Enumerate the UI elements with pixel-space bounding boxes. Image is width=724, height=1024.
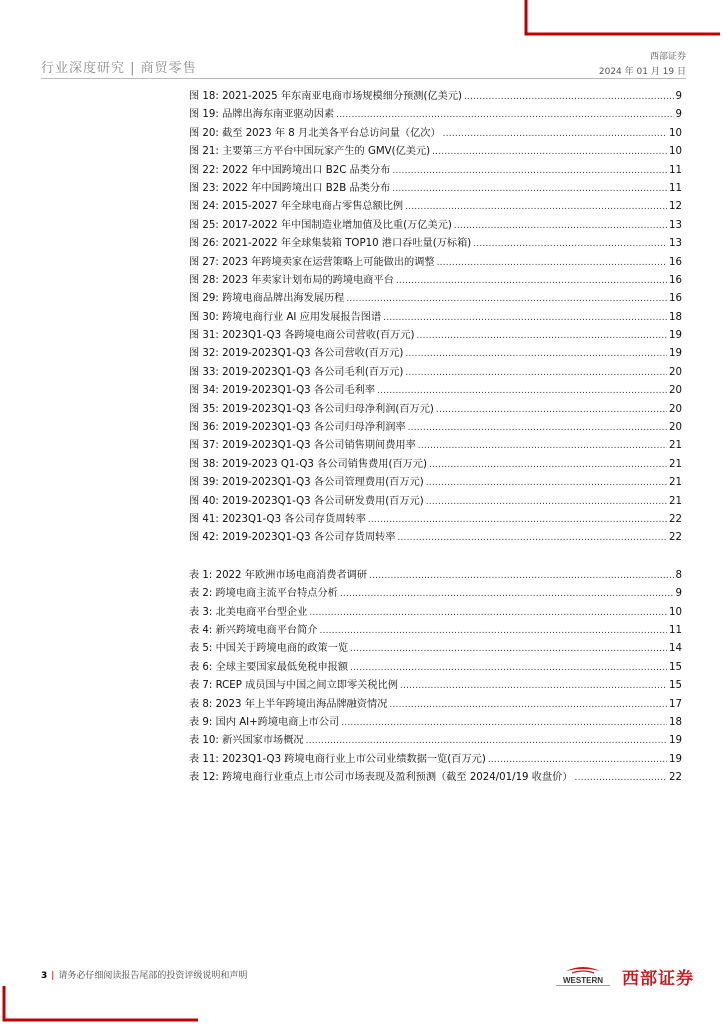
leader-dots bbox=[350, 663, 667, 673]
toc-table-entry-title bbox=[189, 750, 486, 765]
toc-table-entry-page: 17 bbox=[669, 698, 682, 710]
toc-figure-entry[interactable] bbox=[189, 455, 682, 473]
leader-dots bbox=[473, 239, 667, 249]
toc-figure-entry[interactable] bbox=[189, 473, 682, 491]
leader-dots bbox=[488, 755, 667, 765]
toc-table-entry-caption: 跨境电商行业重点上市公司市场表现及盈利预测（截至 2024/01/19 收盘价） bbox=[222, 772, 573, 784]
toc-figure-entry[interactable] bbox=[189, 492, 682, 510]
toc-figure-entry-page: 12 bbox=[669, 201, 682, 213]
toc-table-entry-caption: 全球主要国家最低免税申报额 bbox=[215, 661, 349, 673]
toc-figure-entry-caption: 截至 2023 年 8 月北美各平台总访问量（亿次） bbox=[222, 127, 441, 139]
toc-figure-entry-caption: 2019-2023Q1-Q3 各公司归母净利润(百万元) bbox=[222, 403, 434, 415]
toc-table-entry-page: 19 bbox=[669, 735, 682, 747]
toc-figure-entry-page: 18 bbox=[669, 311, 682, 323]
leader-dots bbox=[417, 331, 668, 341]
toc-figure-entry[interactable] bbox=[189, 326, 682, 344]
toc-figure-entry-title bbox=[189, 436, 416, 451]
toc-figure-entry-page: 9 bbox=[675, 91, 682, 102]
toc-figure-entry[interactable] bbox=[189, 179, 682, 197]
toc-figure-entry[interactable] bbox=[189, 216, 682, 234]
toc-figure-entry-label: 图 29: bbox=[189, 293, 219, 305]
toc-figure-entry[interactable] bbox=[189, 289, 682, 307]
logo-mark-text: WESTERN bbox=[563, 975, 603, 985]
toc-figure-entry-page: 22 bbox=[669, 513, 682, 525]
toc-figure-entry-label: 图 34: bbox=[189, 385, 219, 397]
leader-dots bbox=[405, 202, 667, 212]
toc-figure-entry-caption: 2023Q1-Q3 各公司存货周转率 bbox=[222, 513, 366, 525]
toc-table-entry[interactable] bbox=[189, 658, 682, 676]
toc-table-entry[interactable] bbox=[189, 566, 682, 584]
toc-figure-entry-title bbox=[189, 400, 434, 415]
toc-figure-entry-title bbox=[189, 363, 403, 378]
toc-figure-entry-label: 图 42: bbox=[189, 532, 219, 544]
table-list bbox=[189, 566, 682, 787]
toc-table-entry-caption: 2022 年欧洲市场电商消费者调研 bbox=[215, 569, 368, 581]
toc-figure-entry-title bbox=[189, 492, 424, 507]
toc-figure-entry-label: 图 37: bbox=[189, 440, 219, 452]
toc-table-entry-label: 表 4: bbox=[189, 624, 213, 636]
toc-table-entry-title bbox=[189, 603, 307, 618]
toc-figure-entry-caption: 2022 年中国跨境出口 B2B 品类分布 bbox=[222, 182, 391, 194]
toc-table-entry-page: 22 bbox=[669, 772, 682, 784]
toc-figure-entry-page: 21 bbox=[669, 477, 682, 489]
toc-figure-entry-caption: 2019-2023Q1-Q3 各公司营收(百万元) bbox=[222, 348, 404, 360]
toc-figure-entry-label: 图 36: bbox=[189, 422, 219, 434]
leader-dots bbox=[405, 368, 667, 378]
toc-figure-entry-page: 16 bbox=[669, 293, 682, 305]
toc-table-entry-title bbox=[189, 621, 317, 636]
toc-table-entry-page: 8 bbox=[675, 569, 682, 581]
page-number: 3 bbox=[41, 971, 48, 981]
broker-name: 西部证券 bbox=[649, 52, 686, 62]
header-right-block bbox=[599, 50, 686, 80]
toc-figure-entry-title bbox=[189, 326, 415, 341]
leader-dots bbox=[368, 515, 667, 525]
toc-figure-entry-caption: 跨境电商品牌出海发展历程 bbox=[222, 293, 345, 305]
leader-dots bbox=[454, 221, 667, 231]
toc-table-entry-caption: RCEP 成员国与中国之间立即零关税比例 bbox=[215, 680, 398, 692]
leader-dots bbox=[350, 644, 667, 654]
toc-figure-entry-page: 16 bbox=[669, 274, 682, 286]
leader-dots bbox=[389, 700, 667, 710]
toc-figure-entry-page: 10 bbox=[669, 146, 682, 158]
toc-figure-entry[interactable] bbox=[189, 510, 682, 528]
toc-figure-entry-title bbox=[189, 308, 381, 323]
toc-figure-entry[interactable] bbox=[189, 105, 682, 123]
toc-table-entry-page: 14 bbox=[669, 643, 682, 655]
toc-figure-entry-label: 图 32: bbox=[189, 348, 219, 360]
toc-figure-entry-title bbox=[189, 289, 344, 304]
toc-table-entry-title bbox=[189, 731, 304, 746]
leader-dots bbox=[426, 497, 667, 507]
toc-figure-entry-label: 图 24: bbox=[189, 201, 219, 213]
toc-figure-entry-title bbox=[189, 105, 334, 120]
toc-figure-entry[interactable] bbox=[189, 400, 682, 418]
toc-figure-entry-caption: 2022 年中国跨境出口 B2C 品类分布 bbox=[222, 164, 391, 176]
leader-dots bbox=[340, 589, 674, 599]
toc-figure-entry-title bbox=[189, 179, 390, 194]
toc-table-entry-caption: 新兴国家市场概况 bbox=[222, 735, 304, 747]
toc-figure-entry[interactable] bbox=[189, 344, 682, 362]
toc-figure-entry-page: 21 bbox=[669, 458, 682, 470]
toc-figure-entry-label: 图 40: bbox=[189, 495, 219, 507]
toc-table-entry-label: 表 7: bbox=[189, 680, 213, 692]
toc-table-entry-label: 表 10: bbox=[189, 735, 219, 747]
toc-figure-entry-caption: 2019-2023Q1-Q3 各公司存货周转率 bbox=[222, 532, 396, 544]
leader-dots bbox=[396, 276, 667, 286]
figure-list bbox=[189, 87, 682, 547]
toc-figure-entry-page: 11 bbox=[669, 182, 682, 194]
toc-figure-entry-label: 图 21: bbox=[189, 146, 219, 158]
toc-figure-entry-page: 20 bbox=[669, 366, 682, 378]
toc-figure-entry-page: 20 bbox=[669, 385, 682, 397]
leader-dots bbox=[383, 313, 667, 323]
toc-figure-entry-caption: 2021-2025 年东南亚电商市场规模细分预测(亿美元) bbox=[222, 91, 462, 102]
toc-figure-entry-label: 图 26: bbox=[189, 238, 219, 250]
toc-table-entry-title bbox=[189, 566, 367, 581]
toc-figure-entry-caption: 2021-2022 年全球集装箱 TOP10 港口吞吐量(万标箱) bbox=[222, 238, 472, 250]
corner-decoration-bottom-left bbox=[0, 986, 200, 1024]
toc-table-entry-title bbox=[189, 713, 339, 728]
toc-table-entry-page: 19 bbox=[669, 753, 682, 765]
toc-figure-entry-page: 21 bbox=[669, 440, 682, 452]
toc-figure-entry[interactable] bbox=[189, 381, 682, 399]
footer-disclaimer: 请务必仔细阅读报告尾部的投资评级说明和声明 bbox=[58, 971, 248, 981]
toc-table-entry-page: 15 bbox=[669, 680, 682, 692]
toc-figure-entry-title bbox=[189, 271, 394, 286]
toc-table-entry[interactable] bbox=[189, 750, 682, 768]
toc-figure-entry-title bbox=[189, 455, 427, 470]
toc-table-entry-label: 表 2: bbox=[189, 588, 213, 600]
toc-table-entry-caption: 北美电商平台型企业 bbox=[215, 606, 308, 618]
toc-figure-entry[interactable] bbox=[189, 436, 682, 454]
toc-table-entry-label: 表 12: bbox=[189, 772, 219, 784]
toc-table-entry-caption: 2023Q1-Q3 跨境电商行业上市公司业绩数据一览(百万元) bbox=[222, 753, 486, 765]
leader-dots bbox=[306, 736, 667, 746]
toc-figure-entry-caption: 跨境电商行业 AI 应用发展报告图谱 bbox=[222, 311, 382, 323]
logo-name: 西部证券 bbox=[622, 969, 694, 989]
toc-figure-entry-label: 图 23: bbox=[189, 182, 219, 194]
toc-figure-entry-label: 图 19: bbox=[189, 109, 219, 121]
leader-dots bbox=[336, 110, 673, 120]
header-divider bbox=[41, 78, 686, 79]
toc-figure-entry[interactable] bbox=[189, 87, 682, 105]
toc-table-entry-caption: 跨境电商主流平台特点分析 bbox=[215, 588, 338, 600]
leader-dots bbox=[426, 478, 667, 488]
toc-figure-entry-label: 图 38: bbox=[189, 458, 219, 470]
company-logo bbox=[548, 964, 694, 989]
toc-table-entry[interactable] bbox=[189, 676, 682, 694]
toc-figure-entry-label: 图 39: bbox=[189, 477, 219, 489]
leader-dots bbox=[392, 184, 667, 194]
toc-table-entry-page: 15 bbox=[669, 661, 682, 673]
toc-figure-entry-caption: 2019-2023Q1-Q3 各公司毛利(百万元) bbox=[222, 366, 404, 378]
toc-figure-entry[interactable] bbox=[189, 308, 682, 326]
toc-figure-entry-page: 13 bbox=[669, 238, 682, 250]
toc-table-entry[interactable] bbox=[189, 584, 682, 602]
footer bbox=[41, 968, 247, 981]
toc-table-entry-title bbox=[189, 658, 348, 673]
toc-table-entry-label: 表 9: bbox=[189, 716, 213, 728]
toc-figure-entry-label: 图 22: bbox=[189, 164, 219, 176]
toc-figure-entry-title bbox=[189, 234, 471, 249]
toc-table-entry[interactable] bbox=[189, 695, 682, 713]
toc-table-entry[interactable] bbox=[189, 731, 682, 749]
leader-dots bbox=[432, 147, 667, 157]
toc-table-entry[interactable] bbox=[189, 768, 682, 786]
toc-figure-entry-page: 9 bbox=[675, 109, 682, 121]
toc-figure-entry-page: 11 bbox=[669, 164, 682, 176]
leader-dots bbox=[377, 386, 667, 396]
toc-table-entry-caption: 国内 AI+跨境电商上市公司 bbox=[215, 716, 340, 728]
toc-figure-entry-title bbox=[189, 161, 390, 176]
leader-dots bbox=[464, 92, 674, 102]
toc-figure-entry-title bbox=[189, 216, 452, 231]
toc-figure-entry-title bbox=[189, 473, 424, 488]
toc-figure-entry-title bbox=[189, 418, 406, 433]
toc-figure-entry-caption: 2023 年卖家计划布局的跨境电商平台 bbox=[222, 274, 394, 286]
toc-figure-entry-page: 10 bbox=[669, 127, 682, 139]
leader-dots bbox=[400, 681, 667, 691]
toc-figure-entry-caption: 2019-2023Q1-Q3 各公司管理费用(百万元) bbox=[222, 477, 424, 489]
toc-table-entry-title bbox=[189, 695, 387, 710]
toc-table-entry-title bbox=[189, 676, 398, 691]
leader-dots bbox=[309, 608, 667, 618]
toc-figure-entry-caption: 2019-2023Q1-Q3 各公司销售期间费用率 bbox=[222, 440, 416, 452]
toc-figure-entry-caption: 主要第三方平台中国玩家产生的 GMV(亿美元) bbox=[222, 146, 431, 158]
toc-figure-entry-caption: 2019-2023 Q1-Q3 各公司销售费用(百万元) bbox=[222, 458, 427, 470]
toc-figure-entry-label: 图 30: bbox=[189, 311, 219, 323]
toc-figure-entry-caption: 2019-2023Q1-Q3 各公司归母净利润率 bbox=[222, 422, 406, 434]
leader-dots bbox=[346, 294, 667, 304]
toc-figure-entry-label: 图 33: bbox=[189, 366, 219, 378]
toc-table-entry-page: 11 bbox=[669, 624, 682, 636]
toc-table-entry-page: 9 bbox=[675, 588, 682, 600]
report-category: 行业深度研究 | 商贸零售 bbox=[41, 61, 197, 76]
toc-figure-entry-page: 20 bbox=[669, 403, 682, 415]
toc-figure-entry-label: 图 35: bbox=[189, 403, 219, 415]
toc-figure-entry-page: 20 bbox=[669, 422, 682, 434]
toc-figure-entry-label: 图 25: bbox=[189, 219, 219, 231]
leader-dots bbox=[392, 166, 667, 176]
toc-figure-entry-label: 图 41: bbox=[189, 513, 219, 525]
toc-figure-entry[interactable] bbox=[189, 253, 682, 271]
toc-figure-entry[interactable] bbox=[189, 161, 682, 179]
toc-figure-entry-caption: 2019-2023Q1-Q3 各公司研发费用(百万元) bbox=[222, 495, 424, 507]
toc-figure-entry-title bbox=[189, 124, 441, 139]
toc-table-entry[interactable] bbox=[189, 621, 682, 639]
toc-figure-entry-caption: 2023 年跨境卖家在运营策略上可能做出的调整 bbox=[222, 256, 435, 268]
leader-dots bbox=[429, 460, 667, 470]
toc-figure-entry-title bbox=[189, 197, 403, 212]
toc-table-entry-title bbox=[189, 584, 338, 599]
toc-figure-entry-title bbox=[189, 510, 366, 525]
toc-figure-entry-label: 图 20: bbox=[189, 127, 219, 139]
leader-dots bbox=[397, 533, 667, 543]
toc-figure-entry-title bbox=[189, 87, 462, 102]
toc-figure-entry-label: 图 28: bbox=[189, 274, 219, 286]
toc-figure-entry-label: 图 27: bbox=[189, 256, 219, 268]
toc-figure-entry-caption: 2015-2027 年全球电商占零售总额比例 bbox=[222, 201, 404, 213]
toc-figure-entry[interactable] bbox=[189, 142, 682, 160]
leader-dots bbox=[341, 718, 667, 728]
toc-table-entry[interactable] bbox=[189, 713, 682, 731]
toc-figure-entry-label: 图 18: bbox=[189, 91, 219, 102]
toc-figure-entry-page: 19 bbox=[669, 348, 682, 360]
toc-figure-entry[interactable] bbox=[189, 197, 682, 215]
toc-figure-entry-label: 图 31: bbox=[189, 330, 219, 342]
toc-figure-entry[interactable] bbox=[189, 271, 682, 289]
leader-dots bbox=[319, 626, 667, 636]
leader-dots bbox=[443, 129, 667, 139]
toc-figure-entry-page: 13 bbox=[669, 219, 682, 231]
toc-figure-entry[interactable] bbox=[189, 124, 682, 142]
toc-table-entry-label: 表 3: bbox=[189, 606, 213, 618]
toc-figure-entry-page: 16 bbox=[669, 256, 682, 268]
toc-table-entry-page: 18 bbox=[669, 716, 682, 728]
leader-dots bbox=[436, 405, 667, 415]
toc-figure-entry-title bbox=[189, 528, 395, 543]
toc-figure-entry-title bbox=[189, 142, 430, 157]
leader-dots bbox=[418, 441, 667, 451]
footer-separator: | bbox=[51, 971, 55, 981]
toc-figure-entry[interactable] bbox=[189, 418, 682, 436]
toc-figure-entry[interactable] bbox=[189, 528, 682, 546]
toc-table-entry-label: 表 11: bbox=[189, 753, 219, 765]
toc-table-entry-label: 表 6: bbox=[189, 661, 213, 673]
toc-table-entry-title bbox=[189, 639, 348, 654]
toc-figure-entry[interactable] bbox=[189, 234, 682, 252]
toc-figure-entry-title bbox=[189, 381, 375, 396]
toc-table-entry-label: 表 8: bbox=[189, 698, 213, 710]
toc-figure-entry[interactable] bbox=[189, 363, 682, 381]
toc-table-entry[interactable] bbox=[189, 603, 682, 621]
corner-decoration-top-right bbox=[524, 0, 724, 38]
toc-table-entry-label: 表 5: bbox=[189, 643, 213, 655]
leader-dots bbox=[408, 423, 667, 433]
table-of-contents bbox=[189, 87, 682, 786]
leader-dots bbox=[437, 258, 667, 268]
toc-figure-entry-caption: 2023Q1-Q3 各跨境电商公司营收(百万元) bbox=[222, 330, 415, 342]
toc-table-entry-title bbox=[189, 768, 573, 783]
toc-table-entry-caption: 中国关于跨境电商的政策一览 bbox=[215, 643, 349, 655]
leader-dots bbox=[405, 349, 667, 359]
leader-dots bbox=[575, 773, 668, 783]
toc-table-entry-caption: 2023 年上半年跨境出海品牌融资情况 bbox=[215, 698, 388, 710]
toc-table-entry-label: 表 1: bbox=[189, 569, 213, 581]
toc-figure-entry-page: 19 bbox=[669, 330, 682, 342]
toc-table-entry-caption: 新兴跨境电商平台简介 bbox=[215, 624, 318, 636]
toc-figure-entry-page: 21 bbox=[669, 495, 682, 507]
leader-dots bbox=[369, 571, 674, 581]
toc-figure-entry-caption: 品牌出海东南亚驱动因素 bbox=[222, 109, 335, 121]
western-logo-icon bbox=[548, 965, 618, 989]
toc-table-entry[interactable] bbox=[189, 639, 682, 657]
list-gap bbox=[189, 547, 682, 566]
toc-figure-entry-page: 22 bbox=[669, 532, 682, 544]
toc-figure-entry-caption: 2017-2022 年中国制造业增加值及比重(万亿美元) bbox=[222, 219, 452, 231]
toc-figure-entry-title bbox=[189, 253, 435, 268]
toc-table-entry-page: 10 bbox=[669, 606, 682, 618]
toc-figure-entry-title bbox=[189, 344, 403, 359]
toc-figure-entry-caption: 2019-2023Q1-Q3 各公司毛利率 bbox=[222, 385, 376, 397]
report-date: 2024 年 01 月 19 日 bbox=[598, 67, 686, 77]
